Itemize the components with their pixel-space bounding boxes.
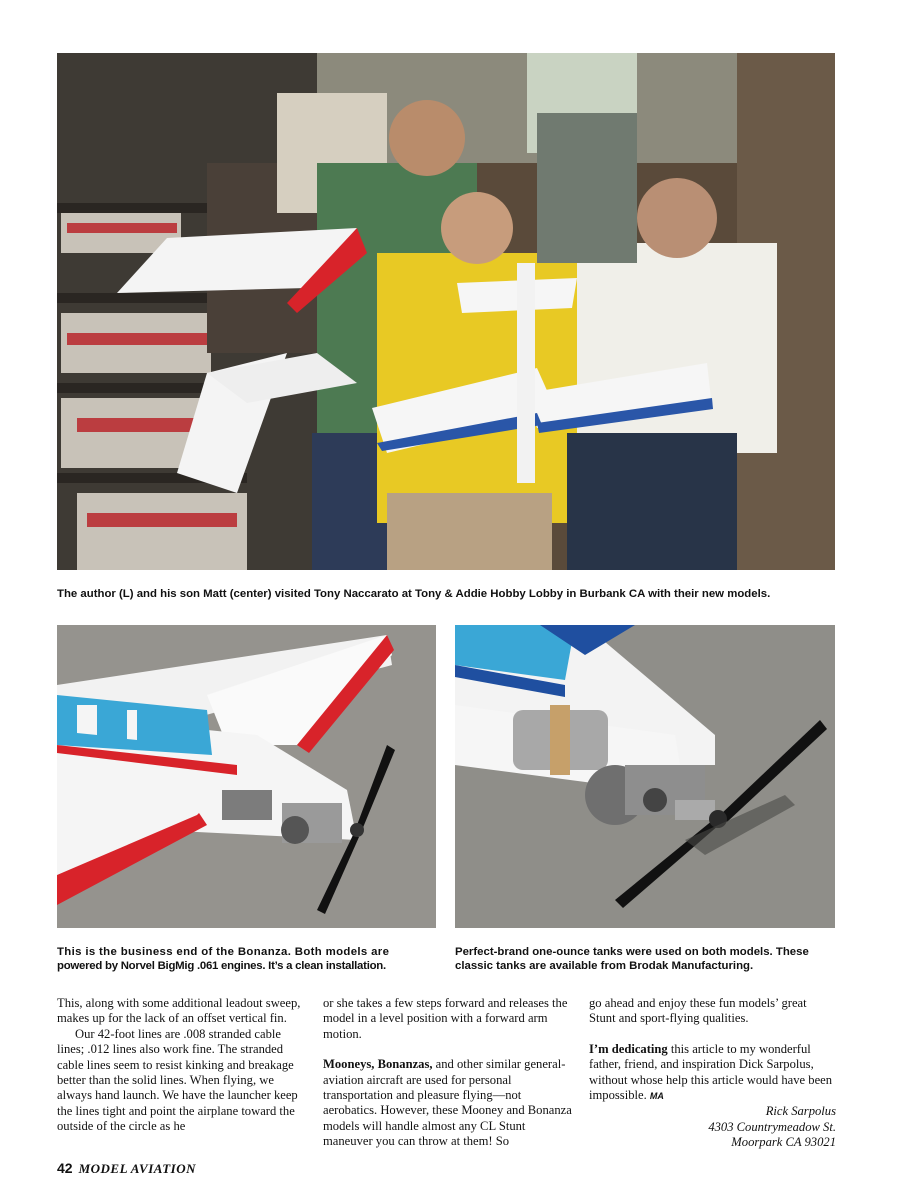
subhead-mooneys: Mooneys, Bonanzas, xyxy=(323,1057,433,1072)
author-name: Rick Sarpolus xyxy=(765,1104,836,1119)
hobby-shop-photo xyxy=(57,53,835,570)
column-2-paragraph-2 xyxy=(323,1057,575,1149)
end-mark-icon: MA xyxy=(649,1091,664,1102)
author-city: Moorpark CA 93021 xyxy=(731,1135,836,1150)
article-column-1 xyxy=(57,996,309,1135)
column-3-paragraph-2-text: this article to my wonderful father, friend, and inspiration Dick Sarpolus, without whose help this article would have been impossible. xyxy=(589,1041,833,1103)
fuel-tank-photo xyxy=(455,625,835,928)
right-caption-line-2: classic tanks are available from Brodak Manufacturing. xyxy=(455,960,754,972)
column-1-paragraph-1: This, along with some additional leadout sweep, makes up for the lack of an offset vertical fin. xyxy=(57,996,301,1026)
left-photo-caption xyxy=(57,945,439,973)
article-column-2 xyxy=(323,996,575,1150)
magazine-name: MODEL AVIATION xyxy=(78,1161,196,1176)
left-caption-line-1: This is the business end of the Bonanza. Both models are xyxy=(57,946,390,958)
column-3-paragraph-2 xyxy=(589,1042,836,1105)
column-1-paragraph-2: Our 42-foot lines are .008 stranded cable lines; .012 lines also work fine. The stranded cable lines seem to resist kinking and breakage better than the solid lines. When flying, we always hand launch. We have the launcher keep the lines tight and point the airplane toward the outside of the circle as he xyxy=(57,1026,298,1134)
author-street: 4303 Countrymeadow St. xyxy=(708,1119,836,1134)
author-signature xyxy=(589,1104,836,1150)
page-footer xyxy=(57,1160,196,1177)
column-3-paragraph-1: go ahead and enjoy these fun models’ great Stunt and sport-flying qualities. xyxy=(589,996,807,1026)
top-photo-caption: The author (L) and his son Matt (center) visited Tony Naccarato at Tony & Addie Hobby Lobby in Burbank CA with their new models. xyxy=(57,588,771,600)
article-column-3 xyxy=(589,996,836,1151)
subhead-dedicating: I’m dedicating xyxy=(589,1041,668,1056)
column-2-paragraph-1: or she takes a few steps forward and releases the model in a level position with a forward arm motion. xyxy=(323,996,568,1041)
bonanza-engine-photo xyxy=(57,625,436,928)
page-number: 42 xyxy=(57,1160,73,1176)
left-caption-line-2: powered by Norvel BigMig .061 engines. It’s a clean installation. xyxy=(57,960,386,972)
right-caption-line-1: Perfect-brand one-ounce tanks were used on both models. These xyxy=(455,946,809,958)
column-2-paragraph-2-text: and other similar general-aviation aircraft are used for personal transportation and pleasure flying—not aerobatics. However, these Mooney and Bonanza models will handle almost any CL Stunt maneuver you can throw at them! So xyxy=(323,1057,572,1149)
right-photo-caption xyxy=(455,945,845,973)
